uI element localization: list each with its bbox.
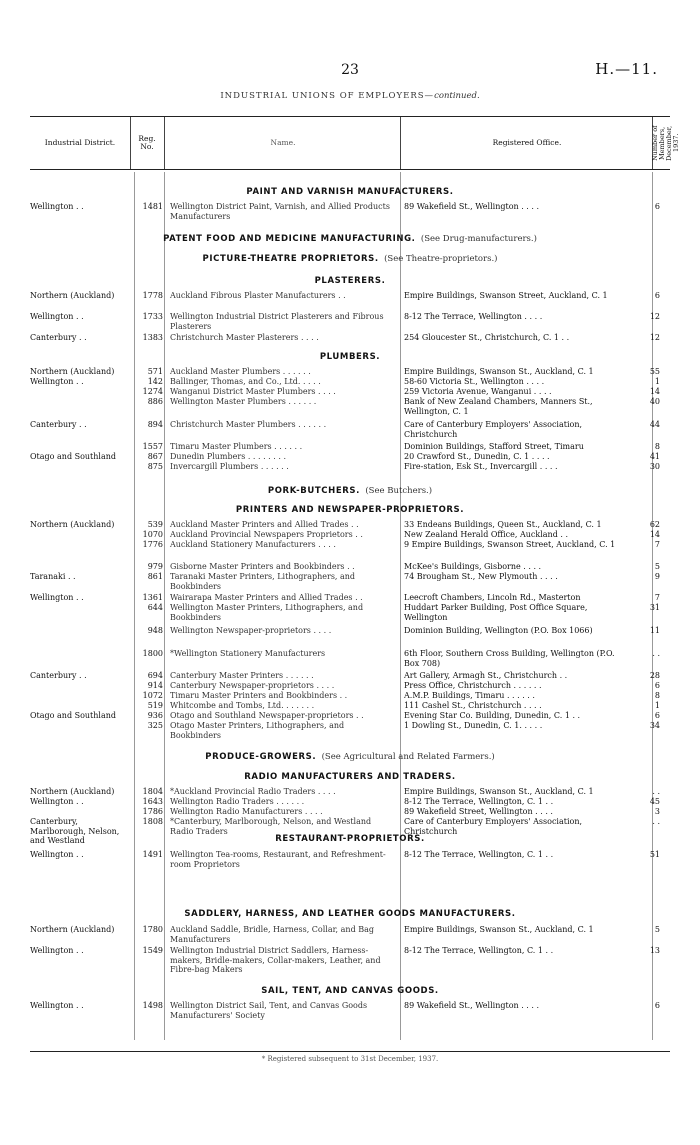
name-cell: Dunedin Plumbers . . . . . . . . xyxy=(170,452,286,461)
office-cell: 111 Cashel St., Christchurch . . . . xyxy=(404,701,542,710)
district-cell: Northern (Auckland) xyxy=(30,787,115,796)
reg-number-cell: 1776 xyxy=(142,540,163,549)
page-title-text: INDUSTRIAL UNIONS OF EMPLOYERS— xyxy=(220,91,435,101)
header-divider xyxy=(400,117,401,169)
members-cell: 28 xyxy=(649,671,660,680)
section-title: PLUMBERS. xyxy=(319,352,381,362)
name-cell: Otago Master Printers, Lithographers, and Bookbinders xyxy=(170,721,345,740)
office-cell: Care of Canterbury Employers' Association, Christchurch xyxy=(404,817,583,836)
district-cell: Otago and Southland xyxy=(30,711,117,720)
district-cell: Otago and Southland xyxy=(30,452,117,461)
name-cell: Wellington District Sail, Tent, and Canvas Goods Manufacturers' Society xyxy=(170,1001,368,1020)
members-cell: 8 xyxy=(654,442,660,451)
reg-number-cell: 1804 xyxy=(142,787,163,796)
reg-number-cell: 1786 xyxy=(142,807,163,816)
members-cell: 1 xyxy=(654,701,660,710)
district-cell: Wellington . . xyxy=(30,797,84,806)
reg-number-cell: 914 xyxy=(147,681,163,690)
office-cell: 259 Victoria Avenue, Wanganui . . . . xyxy=(404,387,552,396)
members-cell: 7 xyxy=(654,540,660,549)
section-title: PATENT FOOD AND MEDICINE MANUFACTURING. xyxy=(163,234,416,244)
section-heading-patent xyxy=(0,234,700,244)
office-cell: Leecroft Chambers, Lincoln Rd., Masterton xyxy=(404,593,581,602)
reg-number-cell: 894 xyxy=(147,420,163,429)
header-office: Registered Office. xyxy=(492,138,562,147)
office-cell: Huddart Parker Building, Post Office Square, Wellington xyxy=(404,603,588,622)
office-cell: 8-12 The Terrace, Wellington . . . . xyxy=(404,312,543,321)
members-cell: 5 xyxy=(654,925,660,934)
reg-number-cell: 1491 xyxy=(142,850,163,859)
district-cell: Northern (Auckland) xyxy=(30,367,115,376)
office-cell: 89 Wakefield St., Wellington . . . . xyxy=(404,202,539,211)
name-cell: Auckland Saddle, Bridle, Harness, Collar, and Bag Manufacturers xyxy=(170,925,374,944)
office-cell: Press Office, Christchurch . . . . . . xyxy=(404,681,542,690)
members-cell: 30 xyxy=(649,462,660,471)
office-cell: 8-12 The Terrace, Wellington, C. 1 . . xyxy=(404,797,554,806)
name-cell: Canterbury Master Printers . . . . . . xyxy=(170,671,314,680)
office-cell: 89 Wakefield Street, Wellington . . . . xyxy=(404,807,553,816)
office-cell: 20 Crawford St., Dunedin, C. 1 . . . . xyxy=(404,452,550,461)
name-cell: Wairarapa Master Printers and Allied Trades . . xyxy=(170,593,363,602)
name-cell: *Canterbury, Marlborough, Nelson, and Westland Radio Traders xyxy=(170,817,372,836)
office-cell: 33 Endeans Buildings, Queen St., Auckland, C. 1 xyxy=(404,520,602,529)
reg-number-cell: 875 xyxy=(147,462,163,471)
office-cell: 58-60 Victoria St., Wellington . . . . xyxy=(404,377,545,386)
name-cell: Auckland Provincial Newspapers Proprietors . . xyxy=(170,530,363,539)
members-cell: 7 xyxy=(654,593,660,602)
name-cell: Gisborne Master Printers and Bookbinders . . xyxy=(170,562,355,571)
office-cell: 8-12 The Terrace, Wellington, C. 1 . . xyxy=(404,850,554,859)
reg-number-cell: 325 xyxy=(147,721,163,730)
name-cell: Auckland Master Plumbers . . . . . . xyxy=(170,367,311,376)
office-cell: 1 Dowling St., Dunedin, C. 1. . . . . xyxy=(404,721,543,730)
name-cell: Timaru Master Plumbers . . . . . . xyxy=(170,442,303,451)
reg-number-cell: 948 xyxy=(147,626,163,635)
name-cell: Auckland Fibrous Plaster Manufacturers . . xyxy=(170,291,346,300)
reg-number-cell: 694 xyxy=(147,671,163,680)
office-cell: New Zealand Herald Office, Auckland . . xyxy=(404,530,568,539)
name-cell: Wellington Industrial District Plasterers and Fibrous Plasterers xyxy=(170,312,384,331)
office-cell: 9 Empire Buildings, Swanson Street, Auckland, C. 1 xyxy=(404,540,616,549)
members-cell: 5 xyxy=(654,562,660,571)
district-cell: Northern (Auckland) xyxy=(30,925,115,934)
name-cell: Auckland Stationery Manufacturers . . . . xyxy=(170,540,336,549)
reg-number-cell: 1643 xyxy=(142,797,163,806)
office-cell: 89 Wakefield St., Wellington . . . . xyxy=(404,1001,539,1010)
name-cell: Otago and Southland Newspaper-proprietors . . xyxy=(170,711,364,720)
office-cell: Bank of New Zealand Chambers, Manners St., Wellington, C. 1 xyxy=(404,397,593,416)
document-reference: H.—11. xyxy=(595,60,658,78)
section-cross-reference: (See Butchers.) xyxy=(365,486,433,496)
district-cell: Wellington . . xyxy=(30,593,84,602)
office-cell: Empire Buildings, Swanson Street, Auckland, C. 1 xyxy=(404,291,608,300)
section-cross-reference: (See Drug-manufacturers.) xyxy=(420,234,537,244)
members-cell: 12 xyxy=(649,333,660,342)
header-divider xyxy=(130,117,131,169)
section-heading-paint xyxy=(0,187,700,197)
members-cell: 34 xyxy=(649,721,660,730)
reg-number-cell: 1778 xyxy=(142,291,163,300)
reg-number-cell: 142 xyxy=(147,377,163,386)
members-cell: 6 xyxy=(654,291,660,300)
members-cell: . . xyxy=(652,649,660,658)
office-cell: Art Gallery, Armagh St., Christchurch . . xyxy=(404,671,568,680)
section-title: PRINTERS AND NEWSPAPER-PROPRIETORS. xyxy=(235,505,465,515)
name-cell: Christchurch Master Plasterers . . . . xyxy=(170,333,319,342)
reg-number-cell: 644 xyxy=(147,603,163,612)
reg-number-cell: 979 xyxy=(147,562,163,571)
name-cell: Whitcombe and Tombs, Ltd. . . . . . . xyxy=(170,701,315,710)
members-cell: 6 xyxy=(654,202,660,211)
members-cell: 6 xyxy=(654,711,660,720)
office-cell: Empire Buildings, Swanson St., Auckland, C. 1 xyxy=(404,787,594,796)
section-title: SADDLERY, HARNESS, AND LEATHER GOODS MANUFACTURERS. xyxy=(184,909,516,919)
name-cell: Taranaki Master Printers, Lithographers, and Bookbinders xyxy=(170,572,356,591)
name-cell: Wellington Industrial District Saddlers, Harness-makers, Bridle-makers, Collar-makers, Leather, and Fibre-bag Makers xyxy=(170,946,381,974)
name-cell: Christchurch Master Plumbers . . . . . . xyxy=(170,420,327,429)
members-cell: 55 xyxy=(649,367,660,376)
district-cell: Wellington . . xyxy=(30,946,84,955)
district-cell: Northern (Auckland) xyxy=(30,520,115,529)
section-cross-reference: (See Agricultural and Related Farmers.) xyxy=(321,752,495,762)
reg-number-cell: 1072 xyxy=(142,691,163,700)
section-heading-sail xyxy=(0,986,700,996)
members-cell: 6 xyxy=(654,1001,660,1010)
office-cell: Empire Buildings, Swanson St., Auckland, C. 1 xyxy=(404,925,594,934)
section-heading-plumbers xyxy=(0,352,700,362)
section-title: RESTAURANT-PROPRIETORS. xyxy=(275,834,425,844)
section-heading-printers xyxy=(0,505,700,515)
district-cell: Wellington . . xyxy=(30,377,84,386)
page-title-continued: continued. xyxy=(434,91,480,101)
members-cell: 12 xyxy=(649,312,660,321)
name-cell: Wanganui District Master Plumbers . . . . xyxy=(170,387,336,396)
office-cell: McKee's Buildings, Gisborne . . . . xyxy=(404,562,542,571)
members-cell: 45 xyxy=(649,797,660,806)
reg-number-cell: 1498 xyxy=(142,1001,163,1010)
members-cell: 11 xyxy=(649,626,660,635)
district-cell: Wellington . . xyxy=(30,850,84,859)
members-cell: 1 xyxy=(654,377,660,386)
district-cell: Canterbury . . xyxy=(30,333,87,342)
name-cell: Auckland Master Printers and Allied Trades . . xyxy=(170,520,359,529)
district-cell: Wellington . . xyxy=(30,202,84,211)
members-cell: 13 xyxy=(649,946,660,955)
members-cell: 44 xyxy=(649,420,660,429)
name-cell: Canterbury Newspaper-proprietors . . . . xyxy=(170,681,335,690)
members-cell: 14 xyxy=(649,530,660,539)
section-heading-picture xyxy=(0,254,700,264)
reg-number-cell: 1800 xyxy=(142,649,163,658)
office-cell: Evening Star Co. Building, Dunedin, C. 1 . . xyxy=(404,711,581,720)
reg-number-cell: 1274 xyxy=(142,387,163,396)
section-cross-reference: (See Theatre-proprietors.) xyxy=(384,254,498,264)
section-heading-pork xyxy=(0,486,700,496)
district-cell: Northern (Auckland) xyxy=(30,291,115,300)
section-title: SAIL, TENT, AND CANVAS GOODS. xyxy=(261,986,439,996)
header-district: Industrial District. xyxy=(44,138,116,147)
reg-number-cell: 1481 xyxy=(142,202,163,211)
office-cell: Dominion Buildings, Stafford Street, Timaru xyxy=(404,442,584,451)
office-cell: 254 Gloucester St., Christchurch, C. 1 . . xyxy=(404,333,570,342)
name-cell: Wellington District Paint, Varnish, and Allied Products Manufacturers xyxy=(170,202,390,221)
office-cell: 6th Floor, Southern Cross Building, Wellington (P.O. Box 708) xyxy=(404,649,615,668)
reg-number-cell: 861 xyxy=(147,572,163,581)
office-cell: 8-12 The Terrace, Wellington, C. 1 . . xyxy=(404,946,554,955)
members-cell: 62 xyxy=(649,520,660,529)
name-cell: Timaru Master Printers and Bookbinders . . xyxy=(170,691,348,700)
section-title: PICTURE-THEATRE PROPRIETORS. xyxy=(202,254,379,264)
reg-number-cell: 571 xyxy=(147,367,163,376)
section-title: PLASTERERS. xyxy=(314,276,386,286)
district-cell: Canterbury . . xyxy=(30,420,87,429)
name-cell: *Wellington Stationery Manufacturers xyxy=(170,649,326,658)
reg-number-cell: 1361 xyxy=(142,593,163,602)
header-reg: Reg. No. xyxy=(138,134,156,151)
office-cell: Care of Canterbury Employers' Association, Christchurch xyxy=(404,420,583,439)
name-cell: Wellington Master Plumbers . . . . . . xyxy=(170,397,317,406)
name-cell: Wellington Master Printers, Lithographers, and Bookbinders xyxy=(170,603,364,622)
name-cell: Wellington Newspaper-proprietors . . . . xyxy=(170,626,332,635)
name-cell: *Auckland Provincial Radio Traders . . . . xyxy=(170,787,336,796)
district-cell: Taranaki . . xyxy=(30,572,76,581)
reg-number-cell: 1383 xyxy=(142,333,163,342)
name-cell: Ballinger, Thomas, and Co., Ltd. . . . . xyxy=(170,377,321,386)
reg-number-cell: 1808 xyxy=(142,817,163,826)
district-cell: Canterbury . . xyxy=(30,671,87,680)
members-cell: 40 xyxy=(649,397,660,406)
members-cell: 6 xyxy=(654,681,660,690)
members-cell: 31 xyxy=(649,603,660,612)
members-cell: 51 xyxy=(649,850,660,859)
office-cell: Empire Buildings, Swanson St., Auckland, C. 1 xyxy=(404,367,594,376)
header-members: Number of Members, December, 1937. xyxy=(651,125,680,161)
reg-number-cell: 1557 xyxy=(142,442,163,451)
reg-number-cell: 867 xyxy=(147,452,163,461)
office-cell: 74 Brougham St., New Plymouth . . . . xyxy=(404,572,558,581)
members-cell: 41 xyxy=(649,452,660,461)
members-cell: 3 xyxy=(654,807,660,816)
section-title: RADIO MANUFACTURERS AND TRADERS. xyxy=(244,772,456,782)
name-cell: Wellington Tea-rooms, Restaurant, and Refreshment-room Proprietors xyxy=(170,850,386,869)
page-number: 23 xyxy=(341,62,359,78)
header-name: Name. xyxy=(270,138,296,147)
section-heading-saddlery xyxy=(0,909,700,919)
page-title xyxy=(0,91,700,101)
reg-number-cell: 519 xyxy=(147,701,163,710)
bottom-rule xyxy=(30,1051,670,1052)
members-cell: . . xyxy=(652,787,660,796)
members-cell: 14 xyxy=(649,387,660,396)
name-cell: Invercargill Plumbers . . . . . . xyxy=(170,462,289,471)
reg-number-cell: 1070 xyxy=(142,530,163,539)
reg-number-cell: 1780 xyxy=(142,925,163,934)
members-cell: . . xyxy=(652,817,660,826)
section-heading-plasterers xyxy=(0,276,700,286)
office-cell: A.M.P. Buildings, Timaru . . . . . . xyxy=(404,691,535,700)
office-cell: Dominion Building, Wellington (P.O. Box 1066) xyxy=(404,626,593,635)
section-title: PAINT AND VARNISH MANUFACTURERS. xyxy=(246,187,454,197)
reg-number-cell: 539 xyxy=(147,520,163,529)
reg-number-cell: 1733 xyxy=(142,312,163,321)
footnote: * Registered subsequent to 31st December, 1937. xyxy=(261,1055,439,1063)
reg-number-cell: 936 xyxy=(147,711,163,720)
header-divider xyxy=(164,117,165,169)
section-heading-radio xyxy=(0,772,700,782)
members-cell: 9 xyxy=(654,572,660,581)
district-cell: Wellington . . xyxy=(30,312,84,321)
section-title: PORK-BUTCHERS. xyxy=(267,486,360,496)
office-cell: Fire-station, Esk St., Invercargill . . . . xyxy=(404,462,558,471)
name-cell: Wellington Radio Traders . . . . . . xyxy=(170,797,305,806)
reg-number-cell: 1549 xyxy=(142,946,163,955)
district-cell: Wellington . . xyxy=(30,1001,84,1010)
district-cell: Canterbury, Marlborough, Nelson, and Westland xyxy=(30,817,120,845)
name-cell: Wellington Radio Manufacturers . . . . xyxy=(170,807,323,816)
table-header xyxy=(30,116,680,170)
reg-number-cell: 886 xyxy=(147,397,163,406)
members-cell: 8 xyxy=(654,691,660,700)
section-heading-produce xyxy=(0,752,700,762)
section-title: PRODUCE-GROWERS. xyxy=(205,752,317,762)
